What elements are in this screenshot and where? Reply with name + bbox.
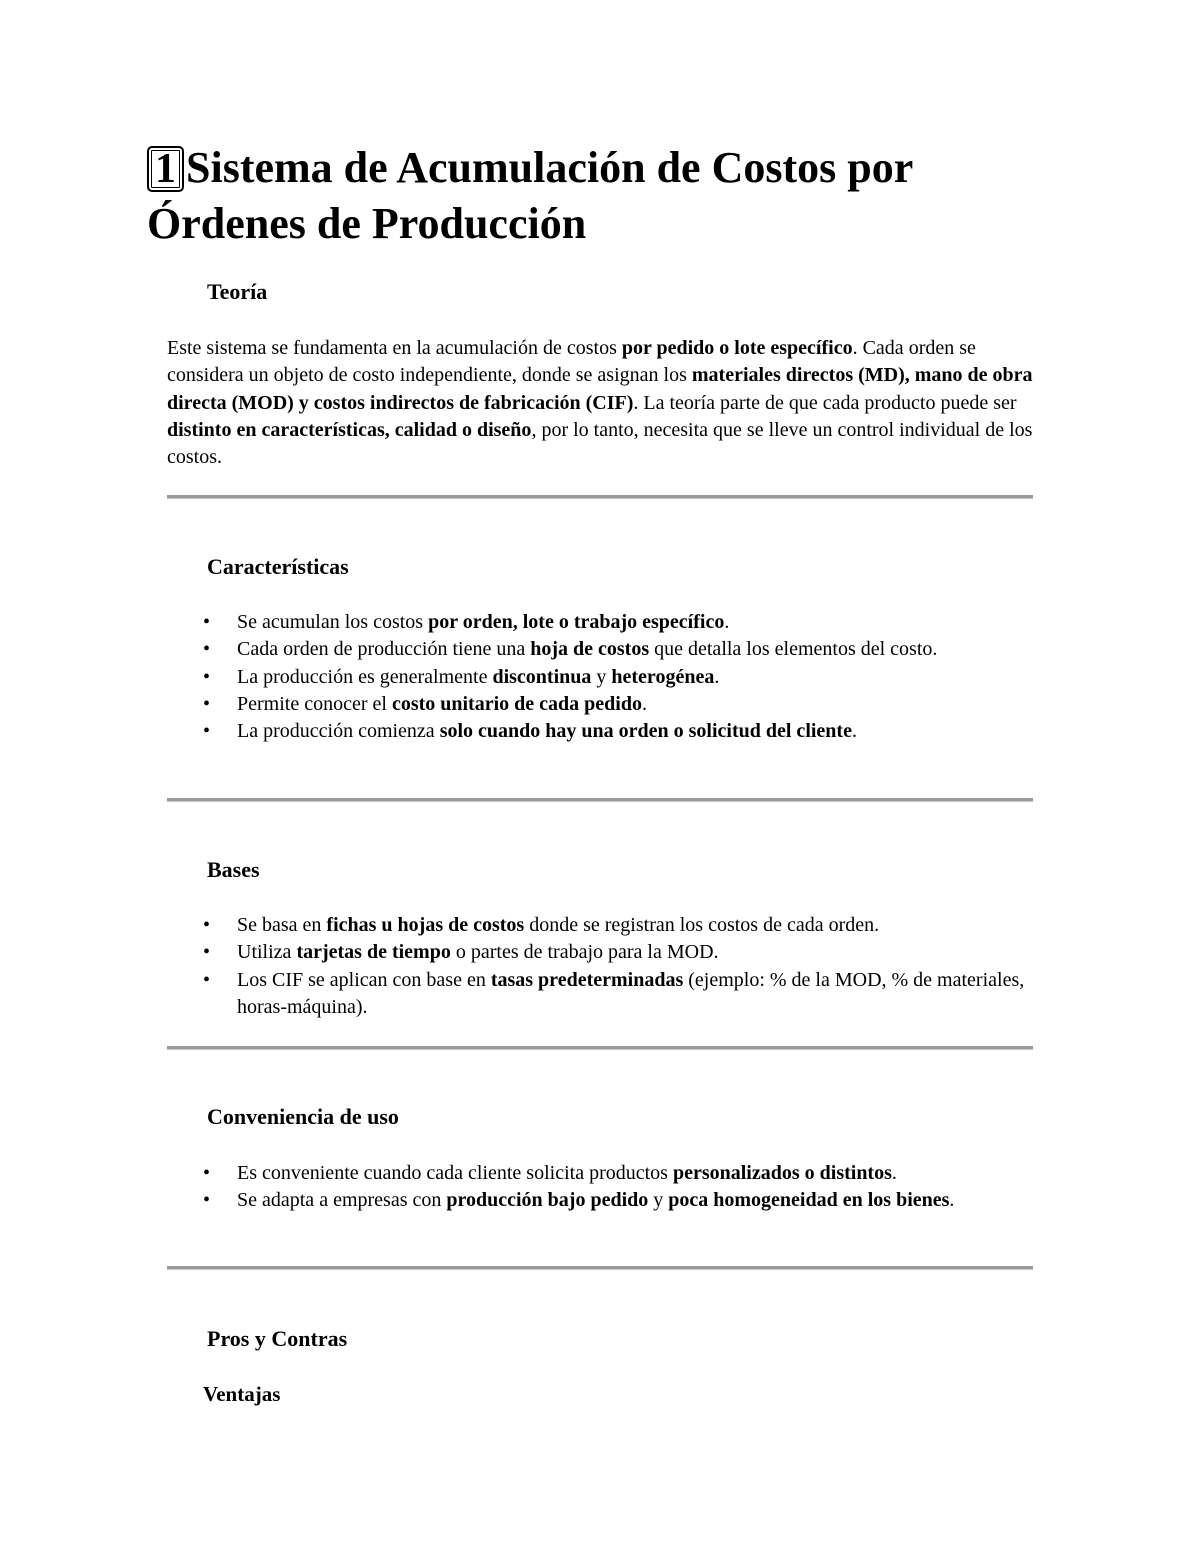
- divider: [167, 495, 1033, 499]
- text-run: .: [641, 692, 647, 715]
- heading-caracteristicas: Características: [207, 554, 349, 579]
- caracteristicas-list: [203, 609, 1043, 745]
- bold-text: distinto en características, calidad o diseño: [167, 418, 532, 441]
- bold-text: costo unitario de cada pedido: [391, 692, 642, 715]
- bullet-icon: •: [203, 968, 211, 991]
- list-item: [203, 967, 1043, 1022]
- conveniencia-list: [203, 1160, 1043, 1215]
- bold-text: materiales directos (MD), mano de obra directa (MOD) y costos indirectos de fabricación (CIF): [167, 364, 1033, 414]
- text-run: .: [724, 611, 730, 633]
- list-item: [203, 939, 1043, 966]
- text-run: Este sistema se fundamenta en la acumulación de costos: [167, 337, 622, 359]
- list-item: [203, 636, 1043, 663]
- text-run: .: [714, 665, 720, 688]
- subheading-ventajas: Ventajas: [203, 1382, 281, 1406]
- text-run: que detalla los elementos del costo.: [649, 638, 938, 661]
- bold-text: solo cuando hay una orden o solicitud del cliente: [439, 720, 852, 743]
- text-run: .: [891, 1162, 897, 1184]
- text-run: (ejemplo: % de la MOD, % de materiales, horas-máquina).: [237, 968, 1025, 1018]
- list-item: [203, 664, 1043, 691]
- text-run: y: [648, 1189, 669, 1212]
- list-item: [203, 912, 1043, 939]
- text-run: Se acumulan los costos: [237, 611, 429, 633]
- bullet-icon: •: [203, 611, 211, 633]
- bullet-icon: •: [203, 1189, 211, 1212]
- heading-conveniencia: Conveniencia de uso: [207, 1104, 399, 1129]
- heading-pros-contras: Pros y Contras: [207, 1326, 348, 1351]
- divider: [167, 1266, 1033, 1270]
- list-item: [203, 718, 1043, 745]
- text-run: donde se registran los costos de cada orden.: [524, 914, 880, 936]
- title-text: Sistema de Acumulación de Costos por Órdenes de Producción: [147, 143, 913, 248]
- heading-number-box: 1: [147, 146, 184, 192]
- bold-text: por orden, lote o trabajo específico: [428, 611, 725, 633]
- list-item: [203, 1160, 1043, 1187]
- divider: [167, 798, 1033, 802]
- text-run: o partes de trabajo para la MOD.: [450, 941, 719, 964]
- text-run: , por lo tanto, necesita que se lleve un control individual de los costos.: [167, 418, 1033, 469]
- text-run: La producción comienza: [237, 720, 440, 743]
- bold-text: hoja de costos: [530, 638, 650, 661]
- text-run: Es conveniente cuando cada cliente solicita productos: [237, 1162, 673, 1184]
- divider: [167, 1046, 1033, 1050]
- bullet-icon: •: [203, 692, 211, 715]
- heading-bases: Bases: [207, 857, 260, 882]
- text-run: Cada orden de producción tiene una: [237, 638, 531, 661]
- text-run: .: [949, 1189, 955, 1212]
- text-run: .: [851, 720, 857, 743]
- bold-text: heterogénea: [611, 665, 715, 688]
- bold-text: por pedido o lote específico: [621, 337, 853, 359]
- bullet-icon: •: [203, 914, 211, 936]
- list-item: [203, 1187, 1043, 1214]
- bullet-icon: •: [203, 638, 211, 661]
- bold-text: discontinua: [492, 665, 592, 688]
- bold-text: producción bajo pedido: [446, 1189, 649, 1212]
- text-run: Los CIF se aplican con base en: [237, 968, 491, 991]
- bullet-icon: •: [203, 941, 211, 964]
- text-run: . La teoría parte de que cada producto puede ser: [633, 391, 1017, 414]
- teoria-paragraph: [167, 335, 1047, 471]
- bold-text: poca homogeneidad en los bienes: [668, 1189, 950, 1212]
- list-item: [203, 609, 1043, 636]
- bullet-icon: •: [203, 720, 211, 743]
- bases-list: [203, 912, 1043, 1021]
- bullet-icon: •: [203, 1162, 211, 1184]
- text-run: La producción es generalmente: [237, 665, 493, 688]
- text-run: Se adapta a empresas con: [237, 1189, 447, 1212]
- text-run: Se basa en: [237, 914, 327, 936]
- text-run: . Cada orden se considera un objeto de costo independiente, donde se asignan los: [167, 337, 976, 387]
- text-run: Permite conocer el: [237, 692, 392, 715]
- document-title: [147, 140, 1047, 252]
- bold-text: tarjetas de tiempo: [296, 941, 451, 964]
- heading-teoria: Teoría: [207, 279, 268, 304]
- text-run: y: [591, 665, 612, 688]
- bullet-icon: •: [203, 665, 211, 688]
- bold-text: personalizados o distintos: [672, 1162, 892, 1184]
- text-run: Utiliza: [237, 941, 297, 964]
- bold-text: tasas predeterminadas: [490, 968, 684, 991]
- bold-text: fichas u hojas de costos: [326, 914, 525, 936]
- list-item: [203, 691, 1043, 718]
